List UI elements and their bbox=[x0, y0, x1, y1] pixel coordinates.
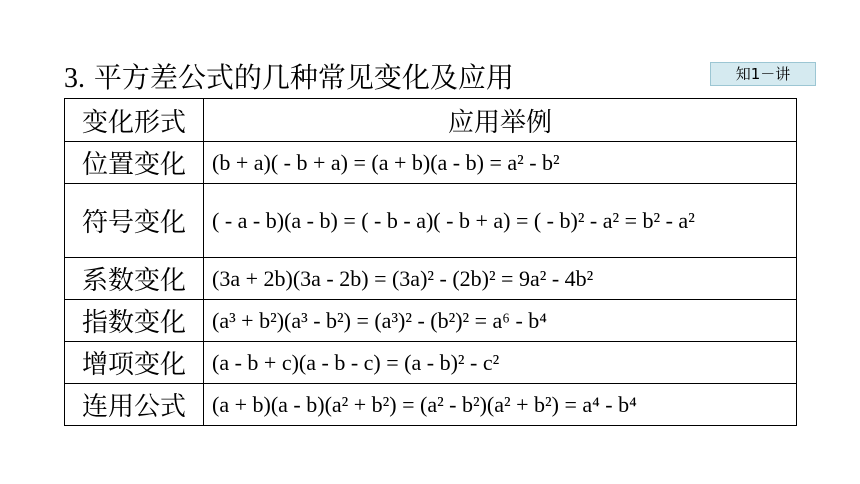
table-header-row bbox=[65, 99, 797, 142]
row-example: (a³ + b²)(a³ - b²) = (a³)² - (b²)² = a⁶ - b⁴ bbox=[204, 300, 797, 342]
row-example: (a - b + c)(a - b - c) = (a - b)² - c² bbox=[204, 342, 797, 384]
header-example: 应用举例 bbox=[204, 99, 797, 142]
formula-variations-table bbox=[64, 98, 797, 426]
row-example: ( - a - b)(a - b) = ( - b - a)( - b + a) = ( - b)² - a² = b² - a² bbox=[204, 184, 797, 258]
row-form-label: 指数变化 bbox=[65, 300, 204, 342]
row-form-label: 系数变化 bbox=[65, 258, 204, 300]
row-form-label: 符号变化 bbox=[65, 184, 204, 258]
section-title bbox=[64, 58, 514, 99]
row-example: (a + b)(a - b)(a² + b²) = (a² - b²)(a² + b²) = a⁴ - b⁴ bbox=[204, 384, 797, 426]
section-number: 3. bbox=[64, 63, 85, 94]
header-form: 变化形式 bbox=[65, 99, 204, 142]
row-example: (3a + 2b)(3a - 2b) = (3a)² - (2b)² = 9a² - 4b² bbox=[204, 258, 797, 300]
table-row bbox=[65, 142, 797, 184]
row-form-label: 位置变化 bbox=[65, 142, 204, 184]
table-row bbox=[65, 258, 797, 300]
table-row bbox=[65, 300, 797, 342]
row-example: (b + a)( - b + a) = (a + b)(a - b) = a² - b² bbox=[204, 142, 797, 184]
knowledge-point-badge: 知1－讲 bbox=[710, 62, 816, 86]
table-row bbox=[65, 384, 797, 426]
row-form-label: 增项变化 bbox=[65, 342, 204, 384]
table-row bbox=[65, 184, 797, 258]
row-form-label: 连用公式 bbox=[65, 384, 204, 426]
section-title-text: 平方差公式的几种常见变化及应用 bbox=[93, 61, 514, 94]
table-row bbox=[65, 342, 797, 384]
